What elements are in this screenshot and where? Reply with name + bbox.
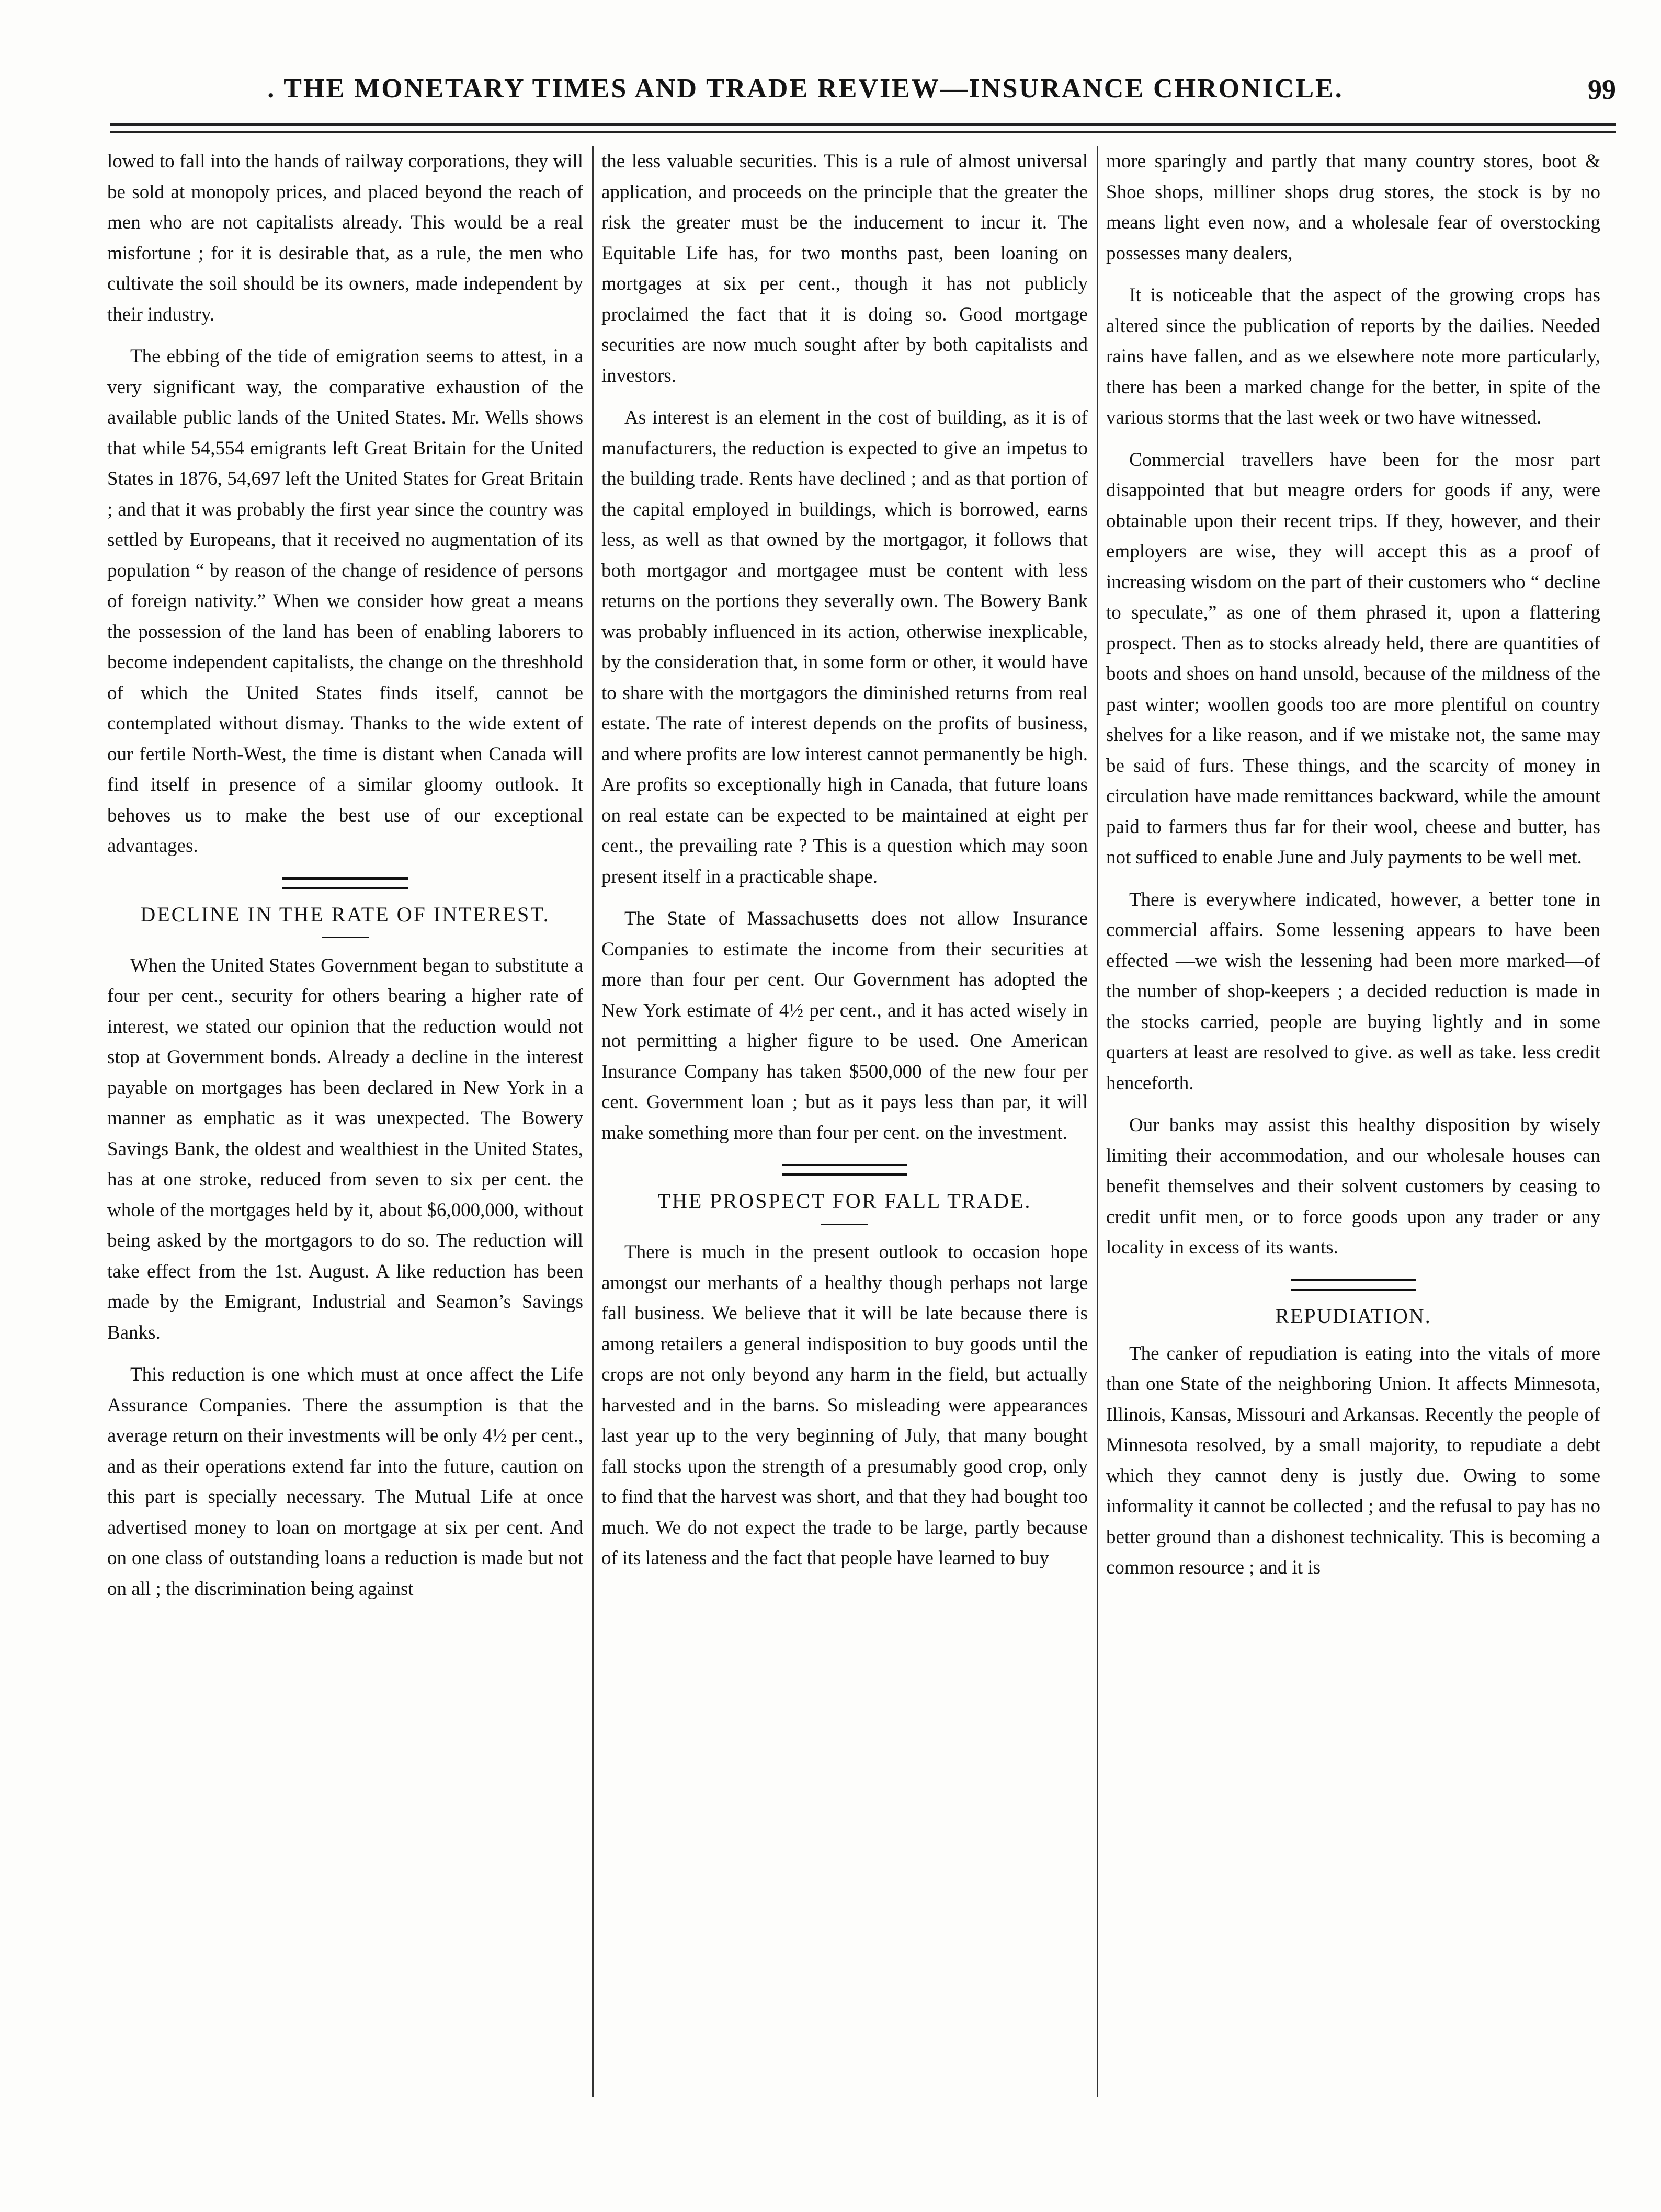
header-rule-top — [110, 123, 1616, 126]
article-paragraph: It is noticeable that the aspect of the growing crops has altered since the publication of reports by the dailies. Needed rains have fallen, and as we elsewhere note more particularly, there has been a marked change for the better, in spite of the various storms that the last week or two have witnessed. — [1106, 284, 1600, 428]
article-paragraph: The State of Massachusetts does not allow Insurance Companies to estimate the income from their securities at more than four per cent. Our Government has adopted the New York estimate of 4½ per cent., and it has acted wisely in not permitting a higher figure to be used. One American Insurance Company has taken $500,000 of the new four per cent. Government loan ; but as it pays less than par, it will make something more than four per cent. on the investment. — [601, 908, 1088, 1144]
article-paragraph: lowed to fall into the hands of railway corporations, they will be sold at monopoly prices, and placed beyond the reach of men who are not capitalists already. This would be a real misfortune ; for it is desirable that, as a rule, the men who cultivate the soil should be its owners, made independent by their industry. — [107, 151, 583, 325]
article-heading-repudiation: REPUDIATION. — [1275, 1304, 1431, 1328]
column-2 — [601, 146, 1088, 2086]
page-number: 99 — [1588, 74, 1616, 105]
article-paragraph: Commercial travellers have been for the mosr part disappointed that but meagre orders for goods if any, were obtainable upon their recent trips. If they, however, and their employers are wise, they will accept this as a proof of increasing wisdom on the part of their customers who “ decline to speculate,” as one of them phrased it, upon a flattering prospect. Then as to stocks already held, there are quantities of boots and shoes on hand unsold, because of the mildness of the past winter; woollen goods too are more plentiful on country shelves for a like reason, and if we mistake not, the same may be said of furs. These things, and the scarcity of money in circulation have made remittances backward, while the amount paid to farmers thus far for their wool, cheese and butter, has not sufficed to enable June and July payments to be well met. — [1106, 449, 1600, 868]
article-paragraph: The ebbing of the tide of emigration seems to attest, in a very significant way, the comparative exhaustion of the available public lands of the United States. Mr. Wells shows that while 54,554 emigrants left Great Britain for the United States in 1876, 54,697 left the United States for Great Britain ; and that it was probably the first year since the country was settled by Europeans, that it received no augmentation of its population “ by reason of the change of residence of persons of foreign nativity.” When we consider how great a means the possession of the land has been of enabling laborers to become independent capitalists, the change on the threshhold of which the United States finds itself, cannot be contemplated without dismay. Thanks to the wide extent of our fertile North-West, the time is distant when Canada will find itself in presence of a similar gloomy outlook. It behoves us to make the best use of our exceptional advantages. — [107, 346, 583, 857]
section-separator — [782, 1164, 907, 1176]
article-paragraph: When the United States Government began to substitute a four per cent., security for others bearing a higher rate of interest, we stated our opinion that the reduction would not stop at Government bonds. Already a decline in the interest payable on mortgages has been declared in New York in a manner as emphatic as it was unexpected. The Bowery Savings Bank, the oldest and wealthiest in the United States, has at one stroke, reduced from seven to six per cent. the whole of the mortgages held by it, about $6,000,000, without being asked by the mortgagors to do so. The reduction will take effect from the 1st. August. A like reduction has been made by the Emigrant, Industrial and Seamon’s Savings Banks. — [107, 954, 583, 1343]
column-divider-2 — [1097, 146, 1098, 2097]
article-paragraph: As interest is an element in the cost of building, as it is of manufacturers, the reduction is expected to give an impetus to the building trade. Rents have declined ; and as that portion of the capital employed in buildings, which is borrowed, earns less, as well as that owned by the mortgagor, it follows that both mortgagor and mortgagee must be content with less returns on the portions they severally own. The Bowery Bank was probably influenced in its action, otherwise inexplicable, by the consideration that, in some form or other, it would have to share with the mortgagors the diminished returns from real estate. The rate of interest depends on the profits of business, and where profits are low interest cannot permanently be high. Are profits so exceptionally high in Canada, that future loans on real estate can be expected to be maintained at eight per cent., the prevailing rate ? This is a question which may soon present itself in a practicable shape. — [601, 407, 1088, 887]
column-3 — [1106, 146, 1600, 2086]
article-paragraph: The canker of repudiation is eating into the vitals of more than one State of the neighboring Union. It affects Minnesota, Illinois, Kansas, Missouri and Arkansas. Recently the people of Minnesota resolved, by a small majority, to repudiate a debt which they cannot deny is justly due. Owing to some informality it cannot be collected ; and the refusal to pay has no better ground than a dishonest technicality. This is becoming a common resource ; and it is — [1106, 1342, 1600, 1578]
heading-rule — [821, 1224, 868, 1225]
article-paragraph: This reduction is one which must at once affect the Life Assurance Companies. There the assumption is that the average return on their investments will be only 4½ per cent., and as their operations extend far into the future, caution on this part is specially necessary. The Mutual Life at once advertised money to loan on mortgage at six per cent. And on one class of outstanding loans a reduction is made but not on all ; the discrimination being against — [107, 1364, 583, 1600]
running-head — [110, 73, 1616, 115]
section-separator — [282, 877, 408, 889]
article-heading-interest: DECLINE IN THE RATE OF INTEREST. — [140, 902, 550, 926]
article-paragraph: There is everywhere indicated, however, a better tone in commercial affairs. Some lessening appears to have been effected —we wish the lessening had been more marked—of the number of shop-keepers ; a decided reduction is made in the stocks carried, people are buying lightly and in some quarters at least are resolved to give. as well as take. less credit henceforth. — [1106, 888, 1600, 1094]
column-divider-1 — [592, 146, 594, 2097]
article-heading-fall-trade: THE PROSPECT FOR FALL TRADE. — [657, 1189, 1032, 1213]
article-paragraph: more sparingly and partly that many country stores, boot & Shoe shops, milliner shops drug stores, the stock is by no means light even now, and a wholesale fear of overstocking possesses many dealers, — [1106, 151, 1600, 264]
article-paragraph: the less valuable securities. This is a rule of almost universal application, and proceeds on the principle that the greater the risk the greater must be the inducement to incur it. The Equitable Life has, for two months past, been loaning on mortgages at six per cent., though it has not publicly proclaimed the fact that it is doing so. Good mortgage securities are now much sought after by both capitalists and investors. — [601, 151, 1088, 386]
column-1 — [107, 146, 583, 2086]
header-rule-bottom — [110, 131, 1616, 133]
article-paragraph: There is much in the present outlook to occasion hope amongst our merhants of a healthy though perhaps not large fall business. We believe that it will be late because there is among retailers a general indisposition to buy goods until the crops are not only beyond any harm in the field, but actually harvested and in the barns. So misleading were appearances last year up to the very beginning of July, that many bought fall stocks upon the strength of a presumably good crop, only to find that the harvest was short, and that they had bought too much. We do not expect the trade to be large, partly because of its lateness and the fact that people have learned to buy — [601, 1241, 1088, 1569]
publication-title: . THE MONETARY TIMES AND TRADE REVIEW—INSURANCE CHRONICLE. — [267, 74, 1344, 104]
article-paragraph: Our banks may assist this healthy disposition by wisely limiting their accommodation, and our wholesale houses can benefit themselves and their solvent customers by ceasing to credit unfit men, or to force goods upon any trader or any locality in excess of its wants. — [1106, 1114, 1600, 1258]
heading-rule — [322, 937, 369, 938]
section-separator — [1291, 1279, 1416, 1291]
